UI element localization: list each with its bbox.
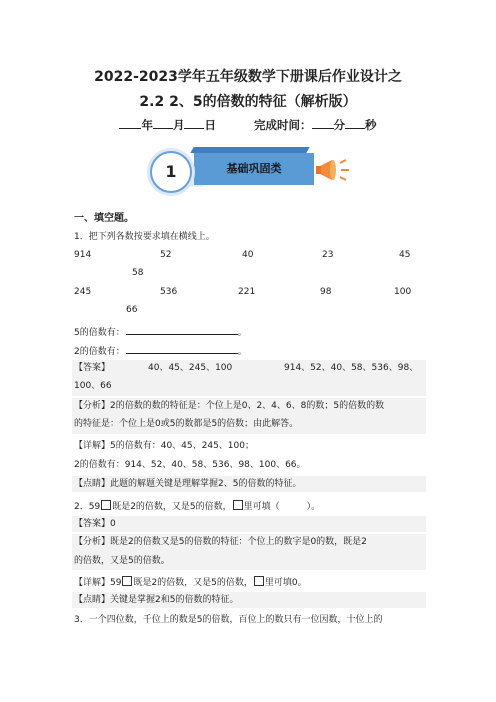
q1-number: 98 [320, 287, 332, 297]
blank-box-icon [122, 576, 132, 586]
document-title-line2: 2.2 2、5的倍数的特征（解析版） [139, 94, 357, 110]
q1-stem: 1．把下列各数按要求填在横线上。 [74, 232, 215, 242]
q2-detail-a: 【详解】59 [74, 578, 122, 588]
q2-tip: 【点睛】关键是掌握2和5的倍数的特征。 [74, 595, 239, 605]
day-blank [184, 117, 204, 129]
q1-number: 536 [160, 287, 178, 297]
q1-number: 52 [160, 250, 172, 260]
day-label: 日 [204, 118, 216, 132]
q2-answer: 【答案】0 [74, 519, 116, 529]
answer-blank [126, 325, 238, 335]
q1-number: 23 [322, 250, 334, 260]
q1-line-2-label: 2的倍数有： [74, 347, 125, 357]
q1-answer-part2: 914、52、40、58、536、98、 [284, 363, 419, 373]
blank-box-icon [101, 500, 111, 510]
q1-number: 40 [242, 250, 254, 260]
q2-stem [74, 500, 320, 512]
q3-stem: 3．一个四位数，千位上的数是5的倍数，百位上的数只有一位因数，十位上的 [74, 615, 383, 625]
time-label: 完成时间： [254, 118, 312, 132]
q1-line-5: 5的倍数有： 。 [74, 325, 247, 338]
q1-analysis-line1: 【分析】2的倍数的数的特征是：个位上是0、2、4、6、8的数；5的倍数的数 [74, 401, 385, 411]
q1-line-2: 2的倍数有： 。 [74, 344, 247, 357]
megaphone-icon [316, 157, 352, 183]
q1-number: 58 [132, 268, 144, 278]
q2-detail-c: 里可填0。 [264, 578, 307, 588]
month-label: 月 [172, 118, 185, 132]
banner-label: 基础巩固类 [194, 153, 314, 185]
q2-stem-c: 里可填（ ）。 [243, 502, 321, 512]
section-banner [140, 143, 360, 197]
q2-detail-b: 既是2的倍数，又是5的倍数， [133, 578, 253, 588]
q2-stem-a: 2．59 [74, 502, 101, 512]
q1-number: 914 [74, 250, 92, 260]
q1-number: 245 [74, 287, 92, 297]
blank-box-icon [254, 576, 264, 586]
document-title-line1: 2022-2023学年五年级数学下册课后作业设计之 [94, 69, 402, 85]
year-blank [119, 117, 141, 129]
q2-answer-shade [72, 516, 426, 532]
minute-label: 分 [333, 118, 346, 132]
banner-number: 1 [150, 151, 192, 193]
q1-analysis-line2: 的特征是：个位上是0或5的数都是5的倍数；由此解答。 [74, 419, 299, 429]
q1-number: 221 [238, 287, 256, 297]
q1-tip: 【点睛】此题的解题关键是理解掌握2、5的倍数的特征。 [74, 479, 302, 489]
q2-analysis-line2: 的倍数，又是5的倍数。 [74, 556, 170, 566]
q1-answer-part1: 40、45、245、100 [148, 363, 233, 373]
q1-number: 100 [394, 287, 412, 297]
q1-number: 66 [126, 305, 138, 315]
second-blank [345, 117, 365, 129]
month-blank [153, 117, 173, 129]
q2-analysis-line1: 【分析】既是2的倍数又是5的倍数的特征：个位上的数字是0的数，既是2 [74, 537, 367, 547]
q1-line-5-label: 5的倍数有： [74, 328, 125, 338]
q2-stem-b: 既是2的倍数，又是5的倍数， [112, 502, 232, 512]
answer-blank [126, 344, 238, 354]
minute-blank [312, 117, 334, 129]
blank-box-icon [233, 500, 243, 510]
q1-answer-label: 【答案】 [74, 363, 111, 373]
q1-detail-line1: 【详解】5的倍数有：40、45、245、100； [74, 441, 254, 451]
q2-detail [74, 576, 307, 588]
second-label: 秒 [365, 118, 377, 132]
q1-detail-line2: 2的倍数有：914、52、40、58、536、98、100、66。 [74, 460, 306, 470]
q1-answer-part3: 100、66 [74, 381, 112, 391]
section-heading: 一、填空题。 [74, 213, 134, 224]
date-time-line [0, 117, 496, 133]
year-label: 年 [141, 118, 153, 132]
q1-number: 45 [399, 250, 411, 260]
